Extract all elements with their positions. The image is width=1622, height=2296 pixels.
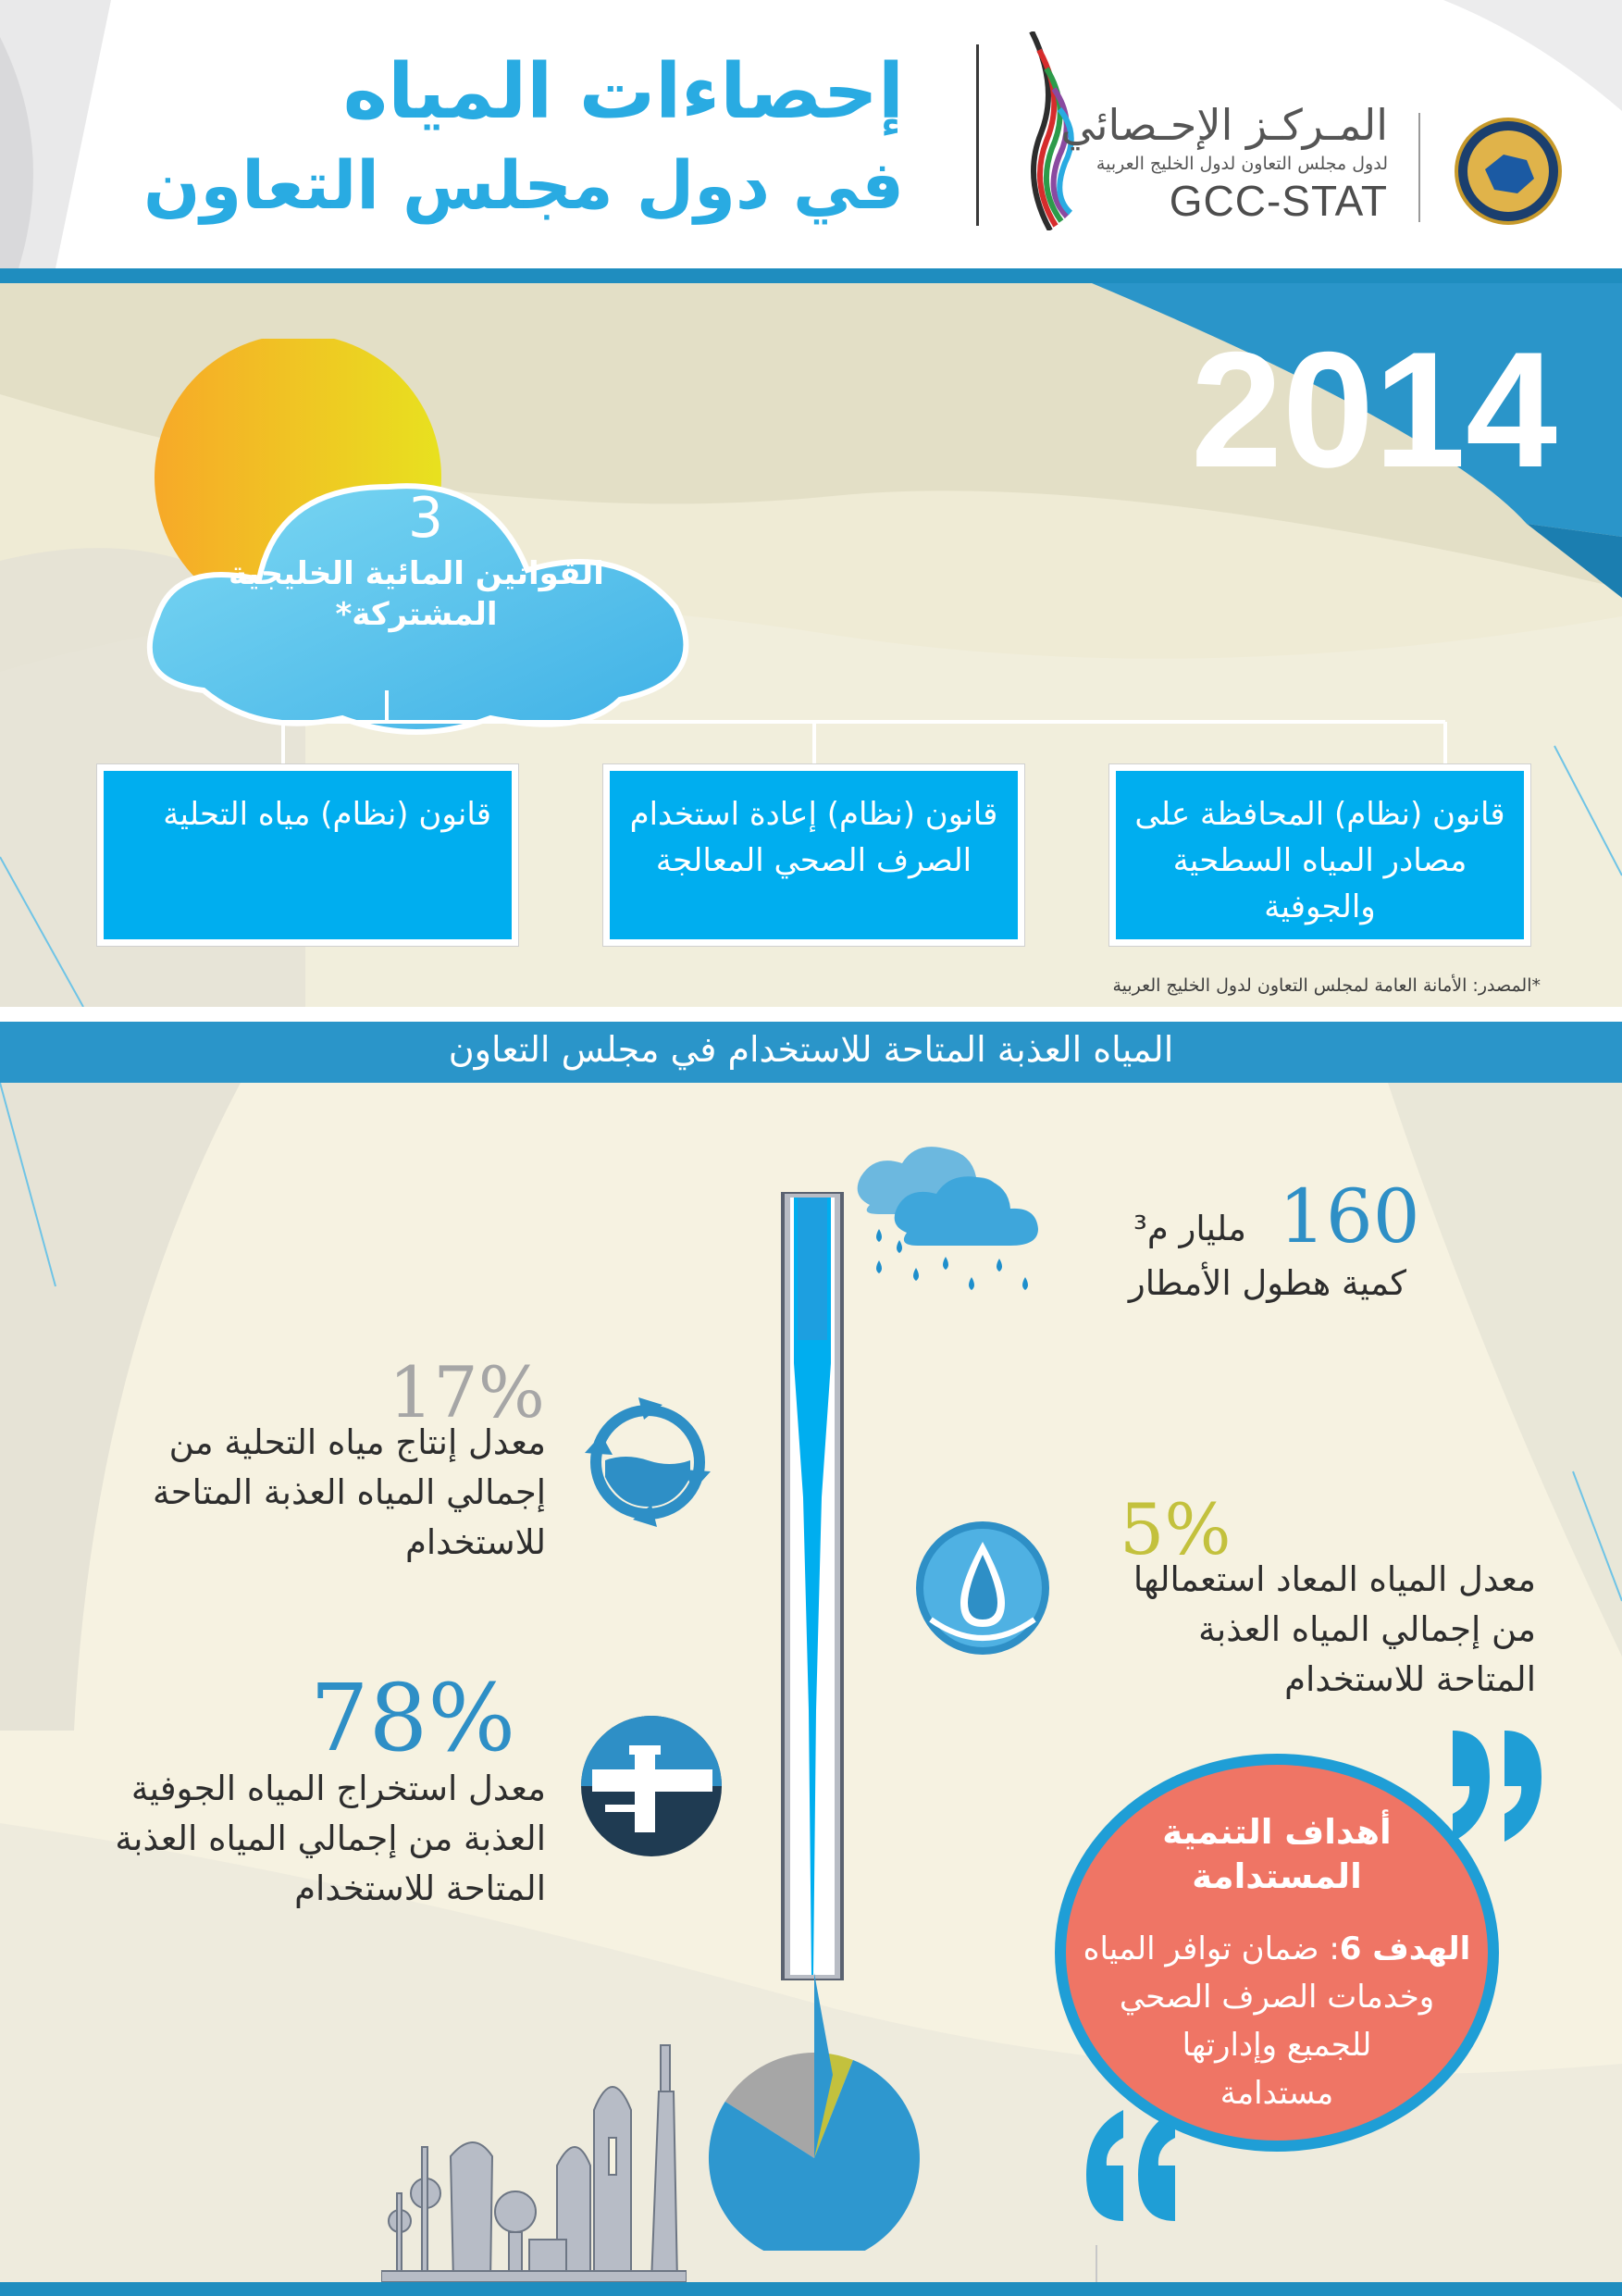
blue-band [0, 268, 1622, 283]
header-divider [1418, 113, 1420, 222]
city-skyline-icon [381, 2008, 687, 2282]
blue-band [0, 2282, 1622, 2296]
laws-label: القوانين المائية الخليجية [229, 555, 604, 592]
sdg-goal-text: وخدمات الصرف الصحي [1119, 1979, 1435, 2016]
water-drop-icon [912, 1518, 1053, 1658]
sdg-goal-label: الهدف 6 [1339, 1930, 1471, 1967]
groundwater-value: 78% [310, 1664, 516, 1772]
header [0, 0, 1622, 268]
rain-cloud-icon [851, 1140, 1055, 1297]
org-subtitle-ar: لدول مجلس التعاون لدول الخليج العربية [1096, 154, 1388, 174]
source-note: *المصدر: الأمانة العامة لمجلس التعاون لدول الخليج العربية [1112, 975, 1541, 996]
reused-text: معدل المياه المعاد استعمالها من إجمالي المياه العذبة المتاحة للاستخدام [1133, 1559, 1536, 1699]
page-title: إحصاءات المياه [342, 48, 904, 136]
org-name-ar: المـركـز الإحـصائي [1060, 100, 1388, 150]
year-label: 2014 [1191, 317, 1557, 502]
sdg-title: أهداف التنمية [1162, 1812, 1392, 1852]
laws-count: 3 [407, 486, 444, 551]
law-box-surface-groundwater: قانون (نظام) المحافظة على مصادر المياه السطحية والجوفية [1109, 764, 1530, 946]
section-title: المياه العذبة المتاحة للاستخدام في مجلس التعاون [448, 1029, 1174, 1070]
sdg-title: المستدامة [1192, 1856, 1362, 1896]
well-pipe-icon [779, 1192, 846, 1980]
desalination-value: 17% [389, 1351, 545, 1433]
header-divider [976, 44, 979, 226]
rainfall-label: كمية هطول الأمطار [1128, 1263, 1406, 1303]
water-share-chart [703, 1973, 925, 2251]
sdg-goal-text: للجميع وإدارتها [1182, 2027, 1372, 2064]
law-box-wastewater-reuse: قانون (نظام) إعادة استخدام الصرف الصحي المعالجة [603, 764, 1024, 946]
sdg-goal-text: مستدامة [1220, 2075, 1334, 2112]
page-subtitle: في دول مجلس التعاون [143, 146, 904, 224]
recycle-water-icon [574, 1388, 722, 1536]
rainfall-value: 160 [1279, 1173, 1420, 1260]
laws-label: المشتركة* [335, 596, 498, 633]
sdg-goal-line [1064, 1930, 1490, 1967]
rainfall-unit: مليار م³ [1133, 1209, 1246, 1248]
desalination-text: معدل إنتاج مياه التحلية من إجمالي المياه العذبة المتاحة للاستخدام [152, 1422, 546, 1562]
law-box-desalination: قانون (نظام) مياه التحلية [97, 764, 518, 946]
groundwater-text: معدل استخراج المياه الجوفية العذبة من إجمالي المياه العذبة المتاحة للاستخدام [115, 1769, 546, 1908]
pipe-icon [577, 1712, 725, 1860]
sdg-goal-text: : ضمان توافر المياه [1083, 1930, 1340, 1967]
gcc-emblem-icon [1453, 116, 1564, 227]
reused-value: 5% [1120, 1488, 1232, 1570]
separator-line [1096, 2245, 1097, 2282]
org-name-en: GCC-STAT [1169, 177, 1388, 225]
